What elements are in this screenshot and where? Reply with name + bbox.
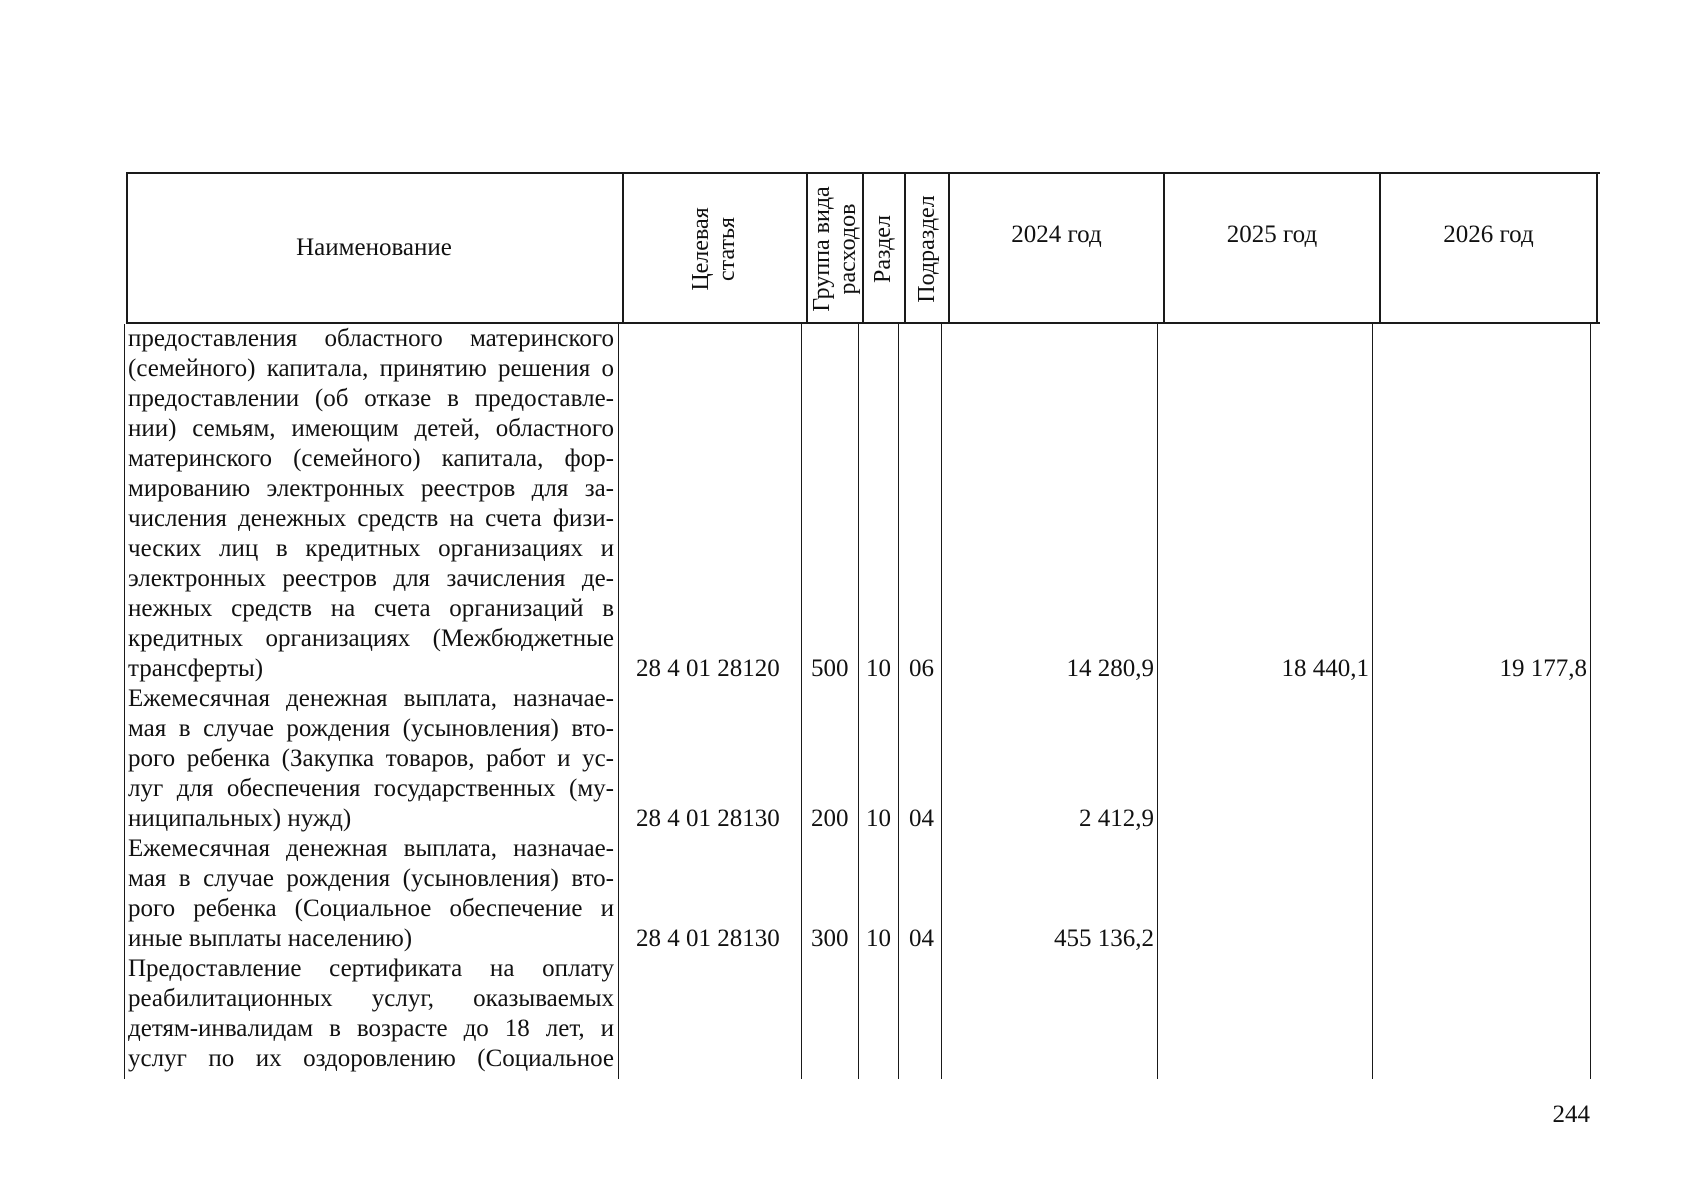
target-article-code: 28 4 01 28130	[636, 805, 780, 832]
body-col-divider	[1372, 324, 1373, 1079]
section-code: 10	[866, 655, 891, 682]
row-text-line: ниципальных) нужд)	[128, 805, 352, 832]
row-text-line: луг для обеспечения государственных (му-	[128, 775, 614, 802]
header-target-article-line1: Целевая	[688, 207, 714, 291]
section-code: 10	[866, 805, 891, 832]
row-text-line: детям-инвалидам в возрасте до 18 лет, и	[128, 1015, 614, 1042]
target-article-code: 28 4 01 28120	[636, 655, 780, 682]
header-year-2025: 2025 год	[1226, 221, 1318, 248]
header-target-article-line2: статья	[714, 217, 740, 281]
amount-2024: 455 136,2	[1054, 925, 1154, 952]
amount-2024: 2 412,9	[1079, 805, 1154, 832]
row-text-line: электронных реестров для зачисления де-	[128, 565, 614, 592]
header-expense-group-line1: Группа вида	[809, 186, 835, 312]
body-col-divider	[858, 324, 859, 1079]
header-col-divider	[622, 172, 624, 324]
body-col-divider	[1590, 324, 1591, 1079]
row-text-line: материнского (семейного) капитала, фор-	[128, 445, 614, 472]
header-expense-group	[809, 176, 861, 322]
row-text-line: числения денежных средств на счета физи-	[128, 505, 614, 532]
section-code: 10	[866, 925, 891, 952]
row-text-line: мированию электронных реестров для за-	[128, 475, 614, 502]
row-text-line: нежных средств на счета организаций в	[128, 595, 614, 622]
amount-2024: 14 280,9	[1066, 655, 1154, 682]
row-text-line: рого ребенка (Социальное обеспечение и	[128, 895, 614, 922]
header-year-2026: 2026 год	[1443, 221, 1534, 248]
header-subsection: Подраздел	[914, 195, 940, 303]
row-text-line: рого ребенка (Закупка товаров, работ и ус-	[128, 745, 614, 772]
amount-2025: 18 440,1	[1281, 655, 1369, 682]
row-text-line: мая в случае рождения (усыновления) вто-	[128, 715, 614, 742]
body-col-divider	[618, 324, 619, 1079]
header-name: Наименование	[296, 234, 452, 261]
row-text-line: (семейного) капитала, принятию решения о	[128, 355, 614, 382]
row-text-line: предоставлении (об отказе в предоставле-	[128, 385, 614, 412]
target-article-code: 28 4 01 28130	[636, 925, 780, 952]
row-text-line: Предоставление сертификата на оплату	[128, 955, 614, 982]
row-text-line: иные выплаты населению)	[128, 925, 413, 952]
row-text-line: мая в случае рождения (усыновления) вто-	[128, 865, 614, 892]
body-col-divider	[898, 324, 899, 1079]
header-col-divider	[1596, 172, 1598, 324]
row-text-line: Ежемесячная денежная выплата, назначае-	[128, 835, 614, 862]
row-text-line: услуг по их оздоровлению (Социальное	[128, 1045, 614, 1072]
header-expense-group-line2: расходов	[835, 203, 861, 295]
amount-2026: 19 177,8	[1499, 655, 1587, 682]
body-col-divider	[801, 324, 802, 1079]
subsection-code: 06	[909, 655, 934, 682]
header-target-article	[688, 177, 740, 321]
expense-group-code: 200	[811, 805, 849, 832]
row-text-line: трансферты)	[128, 655, 264, 682]
row-text-line: предоставления областного материнского	[128, 325, 614, 352]
expense-group-code: 300	[811, 925, 849, 952]
subsection-code: 04	[909, 925, 934, 952]
expense-group-code: 500	[811, 655, 849, 682]
body-col-divider	[941, 324, 942, 1079]
row-text-line: реабилитационных услуг, оказываемых	[128, 985, 614, 1012]
row-text-line: Ежемесячная денежная выплата, назначае-	[128, 685, 614, 712]
body-col-divider	[1157, 324, 1158, 1079]
header-col-divider	[806, 172, 808, 324]
row-text-line: кредитных организациях (Межбюджетные	[128, 625, 614, 652]
row-text-line: ческих лиц в кредитных организациях и	[128, 535, 614, 562]
header-col-divider	[904, 172, 906, 324]
header-section: Раздел	[870, 215, 896, 283]
header-year-2024: 2024 год	[1011, 221, 1102, 248]
body-col-divider	[124, 324, 125, 1079]
row-text-line: нии) семьям, имеющим детей, областного	[128, 415, 614, 442]
page-number: 244	[1552, 1101, 1590, 1128]
subsection-code: 04	[909, 805, 934, 832]
header-col-divider	[862, 172, 864, 324]
